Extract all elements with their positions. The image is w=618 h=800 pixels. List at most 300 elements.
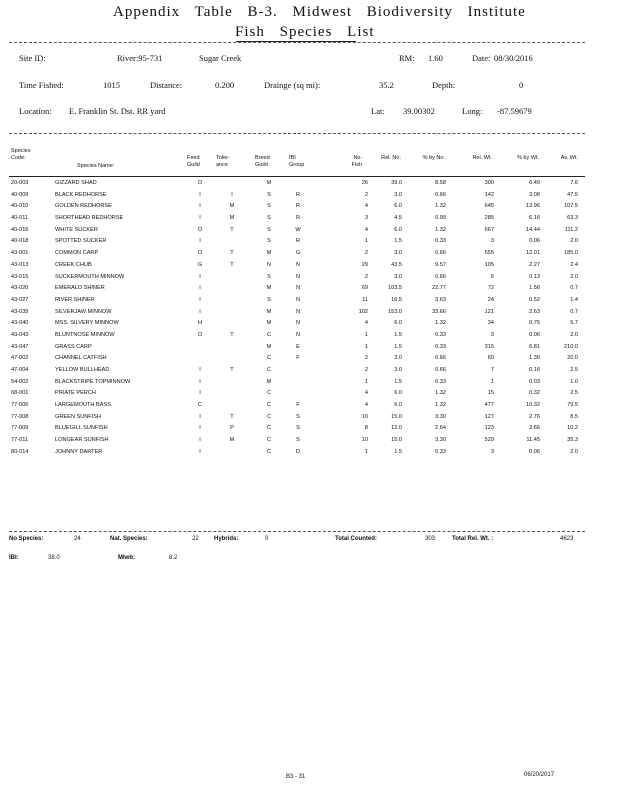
- cell-relwt: 300: [484, 180, 494, 186]
- cell-name: CREEK CHUB: [55, 261, 92, 268]
- cell-breed: M: [266, 320, 272, 327]
- cell-pctno: 0.66: [435, 191, 446, 198]
- cell-relno: 6.0: [394, 203, 402, 210]
- cell-code: 40-010: [11, 203, 29, 210]
- cell-code: 43-027: [11, 296, 29, 303]
- cell-feed: I: [199, 378, 201, 385]
- cell-pctwt: 0.16: [529, 367, 540, 373]
- cell-name: SILVERJAW MINNOW: [55, 308, 112, 315]
- cell-pctno: 1.32: [435, 203, 446, 210]
- cell-nofish: 2: [364, 191, 368, 198]
- cell-ibi: N: [295, 273, 301, 280]
- table-row: [0, 353, 618, 365]
- page-subtitle: Fish Species List: [235, 24, 375, 40]
- cell-relwt: 3: [490, 448, 494, 455]
- cell-name: BLACK REDHORSE: [55, 191, 107, 198]
- cell-name: GIZZARD SHAD: [55, 180, 97, 186]
- cell-ibi: N: [295, 320, 301, 327]
- cell-relno: 103.5: [388, 285, 402, 292]
- cell-name: RIVER SHINER: [55, 296, 95, 303]
- table-row: [0, 400, 618, 412]
- cell-ibi: N: [295, 296, 301, 303]
- cell-relwt: 123: [484, 425, 494, 432]
- no-species-label: No Species:: [9, 536, 44, 542]
- cell-name: GREEN SUNFISH: [55, 413, 101, 420]
- cell-avwt: 185.0: [564, 250, 578, 257]
- nat-species-value: 22: [192, 536, 199, 542]
- cell-pctwt: 10.32: [526, 402, 540, 409]
- cell-name: BLACKSTRIPE TOPMINNOW: [55, 378, 131, 385]
- cell-breed: M: [266, 250, 272, 257]
- cell-avwt: 10.2: [567, 425, 578, 432]
- cell-name: SHORTHEAD REDHORSE: [55, 215, 124, 222]
- cell-relno: 39.0: [391, 180, 402, 186]
- col-feed-guild: Feed Guild: [187, 155, 200, 168]
- cell-code: 40-018: [11, 238, 29, 245]
- cell-nofish: 1: [364, 331, 368, 338]
- table-divider-bottom: [9, 531, 585, 532]
- cell-pctwt: 1.56: [529, 285, 540, 292]
- page-title: Appendix Table B-3. Midwest Biodiversity Institute: [113, 4, 526, 20]
- table-row: [0, 178, 618, 190]
- cell-nofish: 29: [361, 261, 368, 268]
- cell-name: PIRATE PERCH: [55, 390, 96, 397]
- cell-relwt: 127: [484, 413, 494, 420]
- cell-nofish: 4: [364, 320, 368, 327]
- cell-relwt: 24: [487, 296, 494, 303]
- cell-avwt: 8.5: [570, 413, 578, 420]
- cell-nofish: 4: [364, 203, 368, 210]
- cell-pctwt: 0.13: [529, 273, 540, 280]
- col-rel-no: Rel. No.: [381, 155, 401, 161]
- hybrids-value: 0: [265, 536, 269, 542]
- table-row: [0, 307, 618, 319]
- cell-code: 43-001: [11, 250, 29, 257]
- cell-breed: C: [266, 367, 272, 373]
- cell-pctno: 3.63: [435, 296, 446, 303]
- cell-feed: I: [199, 448, 201, 455]
- cell-breed: M: [266, 180, 272, 186]
- cell-relwt: 1: [490, 378, 494, 385]
- cell-feed: O: [197, 180, 203, 186]
- ibi-value: 38.0: [48, 555, 60, 561]
- rm-label: RM:: [399, 53, 415, 63]
- cell-code: 40-016: [11, 226, 29, 233]
- drainage-label: Drainge (sq mi):: [264, 80, 321, 90]
- cell-tol: M: [229, 203, 235, 210]
- cell-relwt: 667: [484, 226, 494, 233]
- cell-feed: I: [199, 425, 201, 432]
- cell-breed: C: [266, 448, 272, 455]
- table-row: [0, 388, 618, 400]
- cell-tol: T: [230, 331, 234, 338]
- long-value: -87.59679: [497, 106, 532, 116]
- stream-name: Sugar Creek: [199, 53, 242, 63]
- nat-species-label: Nat. Species:: [110, 536, 148, 542]
- cell-name: GOLDEN REDHORSE: [55, 203, 112, 210]
- cell-ibi: N: [295, 261, 301, 268]
- col-av-wt: Av. Wt.: [560, 155, 578, 161]
- cell-breed: M: [266, 308, 272, 315]
- cell-avwt: 2.0: [570, 273, 578, 280]
- total-counted-label: Total Counted:: [335, 536, 377, 542]
- cell-avwt: 210.0: [564, 343, 578, 350]
- cell-ibi: N: [295, 331, 301, 338]
- header-divider-top: [9, 42, 585, 43]
- cell-avwt: 0.7: [570, 285, 578, 292]
- cell-nofish: 102: [358, 308, 368, 315]
- cell-breed: S: [267, 203, 271, 210]
- cell-tol: M: [229, 215, 235, 222]
- cell-code: 40-011: [11, 215, 29, 222]
- cell-feed: G: [197, 261, 203, 268]
- col-rel-wt: Rel. Wt.: [472, 155, 492, 161]
- cell-nofish: 1: [364, 448, 368, 455]
- cell-avwt: 47.5: [567, 191, 578, 198]
- rm-value: 1.60: [428, 53, 443, 63]
- distance-value: 0.200: [215, 80, 235, 90]
- col-ibi-group: IBI Group: [289, 155, 305, 168]
- cell-relno: 153.0: [388, 308, 402, 315]
- depth-value: 0: [519, 80, 524, 90]
- cell-nofish: 2: [364, 273, 368, 280]
- species-table-body: [0, 178, 618, 459]
- col-breed-guild: Breed Guild: [255, 155, 270, 168]
- cell-nofish: 26: [361, 180, 368, 186]
- date-value: 08/30/2016: [494, 53, 533, 63]
- lat-label: Lat:: [371, 106, 385, 116]
- cell-pctwt: 6.81: [529, 343, 540, 350]
- cell-breed: S: [267, 226, 271, 233]
- cell-avwt: 0.7: [570, 308, 578, 315]
- cell-relno: 1.5: [394, 343, 402, 350]
- cell-nofish: 3: [364, 215, 368, 222]
- cell-relno: 1.5: [394, 378, 402, 385]
- site-id-value: River:95-731: [117, 53, 163, 63]
- cell-feed: I: [199, 413, 201, 420]
- cell-tol: T: [230, 261, 234, 268]
- table-row: [0, 236, 618, 248]
- cell-ibi: D: [295, 448, 301, 455]
- cell-code: 68-001: [11, 390, 29, 397]
- cell-relno: 3.0: [394, 355, 402, 362]
- cell-name: LARGEMOUTH BASS: [55, 402, 111, 409]
- table-row: [0, 248, 618, 260]
- cell-relwt: 555: [484, 250, 494, 257]
- cell-tol: T: [230, 226, 234, 233]
- cell-relno: 6.0: [394, 390, 402, 397]
- cell-tol: P: [230, 425, 234, 432]
- cell-breed: C: [266, 425, 272, 432]
- cell-code: 77-011: [11, 437, 29, 444]
- cell-nofish: 1: [364, 238, 368, 245]
- cell-relno: 4.5: [394, 215, 402, 222]
- cell-code: 77-006: [11, 402, 29, 409]
- cell-ibi: F: [296, 355, 300, 362]
- cell-pctno: 1.32: [435, 390, 446, 397]
- cell-code: 47-002: [11, 355, 29, 362]
- time-fished-label: Time Fished:: [19, 80, 64, 90]
- table-row: [0, 272, 618, 284]
- cell-name: SUCKERMOUTH MINNOW: [55, 273, 125, 280]
- cell-pctwt: 6.49: [529, 180, 540, 186]
- ibi-label: IBI:: [9, 555, 19, 561]
- cell-ibi: G: [295, 250, 301, 257]
- table-row: [0, 201, 618, 213]
- cell-feed: I: [199, 191, 201, 198]
- cell-name: BLUEGILL SUNFISH: [55, 425, 108, 432]
- cell-name: WHITE SUCKER: [55, 226, 98, 233]
- cell-pctwt: 2.63: [529, 308, 540, 315]
- location-value: E. Franklin St. Dst. RR yard: [69, 106, 166, 116]
- cell-breed: S: [267, 296, 271, 303]
- cell-feed: I: [199, 273, 201, 280]
- cell-pctno: 0.66: [435, 367, 446, 373]
- cell-breed: M: [266, 285, 272, 292]
- cell-nofish: 2: [364, 367, 368, 373]
- cell-nofish: 10: [361, 413, 368, 420]
- cell-feed: I: [199, 367, 201, 373]
- header-divider-bottom: [9, 133, 585, 134]
- cell-ibi: R: [295, 191, 301, 198]
- cell-breed: S: [267, 215, 271, 222]
- cell-name: CHANNEL CATFISH: [55, 355, 107, 362]
- miwb-label: MIwb:: [118, 555, 135, 561]
- cell-code: 43-020: [11, 285, 29, 292]
- cell-pctwt: 12.01: [526, 250, 540, 257]
- cell-feed: H: [197, 320, 203, 327]
- cell-avwt: 1.4: [570, 296, 578, 303]
- cell-feed: I: [199, 238, 201, 245]
- cell-avwt: 7.6: [570, 180, 578, 186]
- depth-label: Depth:: [432, 80, 456, 90]
- cell-ibi: R: [295, 203, 301, 210]
- cell-avwt: 2.4: [570, 261, 578, 268]
- cell-relno: 15.0: [391, 437, 402, 444]
- cell-pctno: 3.30: [435, 437, 446, 444]
- cell-pctwt: 0.06: [529, 448, 540, 455]
- cell-ibi: S: [296, 425, 300, 432]
- table-row: [0, 435, 618, 447]
- cell-relwt: 60: [487, 355, 494, 362]
- cell-relno: 6.0: [394, 226, 402, 233]
- cell-relno: 3.0: [394, 273, 402, 280]
- cell-avwt: 5.7: [570, 320, 578, 327]
- cell-name: LONGEAR SUNFISH: [55, 437, 109, 444]
- table-row: [0, 225, 618, 237]
- cell-pctno: 2.64: [435, 425, 446, 432]
- cell-relno: 3.0: [394, 250, 402, 257]
- print-date: 06/20/2017: [524, 772, 555, 778]
- cell-pctwt: 0.52: [529, 296, 540, 303]
- cell-code: 40-009: [11, 191, 29, 198]
- cell-relwt: 142: [484, 191, 494, 198]
- cell-code: 43-043: [11, 331, 29, 338]
- cell-avwt: 2.5: [570, 367, 578, 373]
- col-pct-no: % by No.: [422, 155, 445, 161]
- cell-tol: T: [230, 367, 234, 373]
- cell-pctno: 1.32: [435, 320, 446, 327]
- table-row: [0, 423, 618, 435]
- cell-breed: C: [266, 437, 272, 444]
- cell-nofish: 2: [364, 355, 368, 362]
- cell-pctno: 22.77: [432, 285, 446, 292]
- cell-relno: 12.0: [391, 425, 402, 432]
- page-number: B3 - 31: [286, 774, 306, 780]
- table-row: [0, 412, 618, 424]
- cell-relwt: 6: [490, 273, 494, 280]
- cell-relwt: 105: [484, 261, 494, 268]
- cell-relwt: 477: [484, 402, 494, 409]
- cell-relno: 3.0: [394, 191, 402, 198]
- cell-feed: I: [199, 203, 201, 210]
- cell-nofish: 4: [364, 390, 368, 397]
- cell-feed: O: [197, 250, 203, 257]
- col-species-code: Species Code:: [11, 148, 31, 161]
- cell-nofish: 1: [364, 378, 368, 385]
- cell-avwt: 2.5: [570, 390, 578, 397]
- cell-relno: 1.5: [394, 238, 402, 245]
- hybrids-label: Hybrids:: [214, 536, 239, 542]
- cell-code: 77-009: [11, 425, 29, 432]
- cell-feed: O: [197, 331, 203, 338]
- cell-breed: S: [267, 238, 271, 245]
- cell-breed: M: [266, 378, 272, 385]
- cell-pctno: 0.66: [435, 355, 446, 362]
- cell-relno: 6.0: [394, 402, 402, 409]
- cell-name: COMMON CARP: [55, 250, 99, 257]
- cell-nofish: 4: [364, 402, 368, 409]
- cell-code: 43-013: [11, 261, 29, 268]
- total-counted-value: 303: [425, 536, 436, 542]
- cell-pctno: 0.99: [435, 215, 446, 222]
- cell-code: 47-004: [11, 367, 29, 373]
- col-tolerance: Toler- ance: [216, 155, 230, 168]
- cell-relno: 43.5: [391, 261, 402, 268]
- cell-feed: O: [197, 226, 203, 233]
- cell-ibi: F: [296, 402, 300, 409]
- cell-code: 77-008: [11, 413, 29, 420]
- cell-name: SPOTTED SUCKER: [55, 238, 107, 245]
- cell-relno: 1.5: [394, 331, 402, 338]
- cell-name: MSS. SILVERY MINNOW: [55, 320, 119, 327]
- cell-nofish: 10: [361, 437, 368, 444]
- cell-pctno: 0.33: [435, 448, 446, 455]
- cell-tol: I: [231, 191, 233, 198]
- col-no-fish: No. Fish: [351, 155, 362, 168]
- cell-avwt: 107.5: [564, 203, 578, 210]
- cell-avwt: 2.0: [570, 448, 578, 455]
- cell-pctwt: 2.66: [529, 425, 540, 432]
- col-species-name: Species Name:: [77, 163, 115, 169]
- cell-nofish: 11: [362, 296, 368, 303]
- cell-ibi: S: [296, 413, 300, 420]
- cell-feed: I: [199, 308, 201, 315]
- table-header-rule: [9, 176, 585, 177]
- cell-relno: 1.5: [394, 448, 402, 455]
- cell-breed: S: [267, 191, 271, 198]
- cell-pctwt: 2.27: [529, 261, 540, 268]
- cell-relwt: 34: [487, 320, 494, 327]
- table-row: [0, 377, 618, 389]
- drainage-value: 35.2: [379, 80, 394, 90]
- cell-pctno: 0.33: [435, 343, 446, 350]
- cell-pctwt: 3.08: [529, 191, 540, 198]
- cell-ibi: N: [295, 285, 301, 292]
- cell-avwt: 111.2: [564, 226, 578, 233]
- cell-nofish: 1: [364, 343, 368, 350]
- cell-pctwt: 1.30: [529, 355, 540, 362]
- cell-tol: T: [230, 413, 234, 420]
- cell-name: EMERALD SHINER: [55, 285, 105, 292]
- cell-feed: I: [199, 296, 201, 303]
- cell-relwt: 15: [487, 390, 494, 397]
- cell-pctno: 0.33: [435, 331, 446, 338]
- cell-pctwt: 2.76: [529, 413, 540, 420]
- cell-relno: 16.5: [391, 296, 402, 303]
- cell-relwt: 121: [484, 308, 494, 315]
- cell-breed: M: [266, 343, 272, 350]
- lat-value: 39.00302: [403, 106, 435, 116]
- cell-relwt: 7: [490, 367, 494, 373]
- site-id-label: Site ID:: [19, 53, 46, 63]
- cell-breed: C: [266, 402, 272, 409]
- table-row: [0, 318, 618, 330]
- cell-relwt: 315: [484, 343, 494, 350]
- cell-breed: N: [266, 261, 272, 268]
- cell-ibi: S: [296, 437, 300, 444]
- cell-avwt: 1.0: [570, 378, 578, 385]
- total-rel-wt-value: 4623: [560, 536, 574, 542]
- table-row: [0, 190, 618, 202]
- no-species-value: 24: [74, 536, 81, 542]
- cell-feed: C: [197, 402, 203, 409]
- cell-code: 43-039: [11, 308, 29, 315]
- cell-relwt: 529: [484, 437, 494, 444]
- location-label: Location:: [19, 106, 52, 116]
- cell-breed: C: [266, 413, 272, 420]
- cell-name: YELLOW BULLHEAD: [55, 367, 110, 373]
- cell-pctwt: 0.06: [529, 238, 540, 245]
- cell-code: 54-002: [11, 378, 29, 385]
- cell-pctwt: 0.75: [529, 320, 540, 327]
- cell-pctno: 33.66: [432, 308, 446, 315]
- cell-pctno: 0.66: [435, 250, 446, 257]
- cell-breed: C: [266, 390, 272, 397]
- long-label: Long:: [462, 106, 483, 116]
- cell-code: 43-015: [11, 273, 29, 280]
- cell-pctno: 3.30: [435, 413, 446, 420]
- cell-code: 43-040: [11, 320, 29, 327]
- cell-tol: T: [230, 250, 234, 257]
- cell-nofish: 4: [364, 226, 368, 233]
- cell-nofish: 8: [364, 425, 368, 432]
- cell-ibi: E: [296, 343, 300, 350]
- cell-pctwt: 0.32: [529, 390, 540, 397]
- cell-nofish: 2: [364, 250, 368, 257]
- cell-avwt: 35.3: [567, 437, 578, 444]
- cell-nofish: 69: [361, 285, 368, 292]
- cell-pctwt: 14.44: [526, 226, 540, 233]
- miwb-value: 8.2: [169, 555, 178, 561]
- table-row: [0, 283, 618, 295]
- table-row: [0, 330, 618, 342]
- cell-pctno: 0.33: [435, 378, 446, 385]
- cell-relwt: 72: [487, 285, 494, 292]
- total-rel-wt-label: Total Rel. Wt. :: [452, 536, 494, 542]
- cell-ibi: R: [295, 238, 301, 245]
- cell-breed: C: [266, 355, 272, 362]
